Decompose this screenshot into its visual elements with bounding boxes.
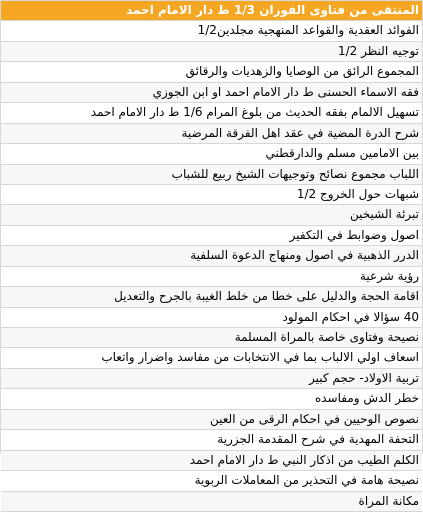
list-item[interactable] xyxy=(1,471,422,491)
list-item[interactable] xyxy=(1,83,422,103)
list-item[interactable] xyxy=(1,267,422,287)
list-item-label: اللباب مجموع نصائح وتوجيهات الشيخ ربيع للشباب xyxy=(171,166,419,181)
list-item[interactable] xyxy=(1,369,422,389)
list-item[interactable] xyxy=(1,389,422,409)
list-item[interactable] xyxy=(1,287,422,307)
list-item-label: نصيحة هامة في التحذير من المعاملات الربوية xyxy=(194,473,419,488)
list-item-label: الكلم الطيب من اذكار النبي ط دار الامام احمد xyxy=(189,452,419,467)
list-item[interactable] xyxy=(1,410,422,430)
list-item-label: تسهيل الالمام بفقه الحديث من بلوغ المرام 1/6 ط دار الامام احمد xyxy=(90,105,419,120)
list-item[interactable] xyxy=(1,165,422,185)
list-item-label: مكانة المراة xyxy=(358,493,419,508)
list-item-label: رؤية شرعية xyxy=(359,268,419,283)
list-item[interactable] xyxy=(1,185,422,205)
list-item[interactable] xyxy=(1,451,422,471)
list-item-label: اقامة الحجة والدليل على خطا من خلط الغيبة بالجرح والتعديل xyxy=(114,289,419,304)
list-item-label: شرح الدرة المضية في عقد اهل الفرقة المرضية xyxy=(181,125,419,140)
list-item-label: التحفة المهدية في شرح المقدمة الجزرية xyxy=(217,432,419,447)
list-item[interactable] xyxy=(1,492,422,512)
list-item[interactable] xyxy=(1,144,422,164)
list-item[interactable] xyxy=(1,430,422,450)
list-item-label: المجموع الرائق من الوصايا والزهديات والرقائق xyxy=(185,64,419,79)
list-item-label: تربية الاولاد- حجم كبير xyxy=(308,370,419,385)
list-item[interactable] xyxy=(1,328,422,348)
list-item[interactable] xyxy=(1,348,422,368)
list-item-label: تبرئة الشيخين xyxy=(350,207,419,222)
list-item[interactable] xyxy=(1,103,422,123)
list-item-label: المنتقى من فتاوى الفوزان 1/3 ط دار الامام احمد xyxy=(126,3,419,17)
list-item[interactable] xyxy=(1,124,422,144)
list-item[interactable] xyxy=(1,21,422,41)
list-item-label: 40 سؤالا في احكام المولود xyxy=(282,309,419,324)
list-item[interactable] xyxy=(1,246,422,266)
list-item[interactable] xyxy=(1,308,422,328)
list-item-label: نصيحة وفتاوى خاصة بالمراة المسلمة xyxy=(234,330,419,344)
list-item-label: خطر الدش ومفاسده xyxy=(314,391,419,406)
list-item-label: نصوص الوحيين في احكام الرقى من العين xyxy=(210,411,419,426)
list-item-label: اصول وضوابط في التكفير xyxy=(289,227,419,242)
list-item[interactable] xyxy=(1,42,422,62)
list-item-label: اسعاف اولي الالباب بما في الانتخابات من مفاسد واضرار واتعاب xyxy=(101,350,419,365)
list-item-label: الدرر الذهبية في اصول ومنهاج الدعوة السلفية xyxy=(190,248,419,263)
list-item[interactable] xyxy=(1,62,422,82)
list-item[interactable] xyxy=(1,226,422,246)
list-item-label: بين الامامين مسلم والدارقطني xyxy=(265,146,419,161)
list-item-label: فقه الاسماء الحسنى ط دار الامام احمد او ابن الجوزي xyxy=(152,84,419,99)
list-item[interactable] xyxy=(1,205,422,225)
list-item-label: توجيه النظر 1/2 xyxy=(337,43,419,58)
list-item-selected[interactable] xyxy=(1,1,422,21)
list-item-label: الفوائد العقدية والقواعد المنهجية مجلدين1/2 xyxy=(197,23,419,38)
list-item-label: شبهات حول الخروج 1/2 xyxy=(296,186,419,201)
